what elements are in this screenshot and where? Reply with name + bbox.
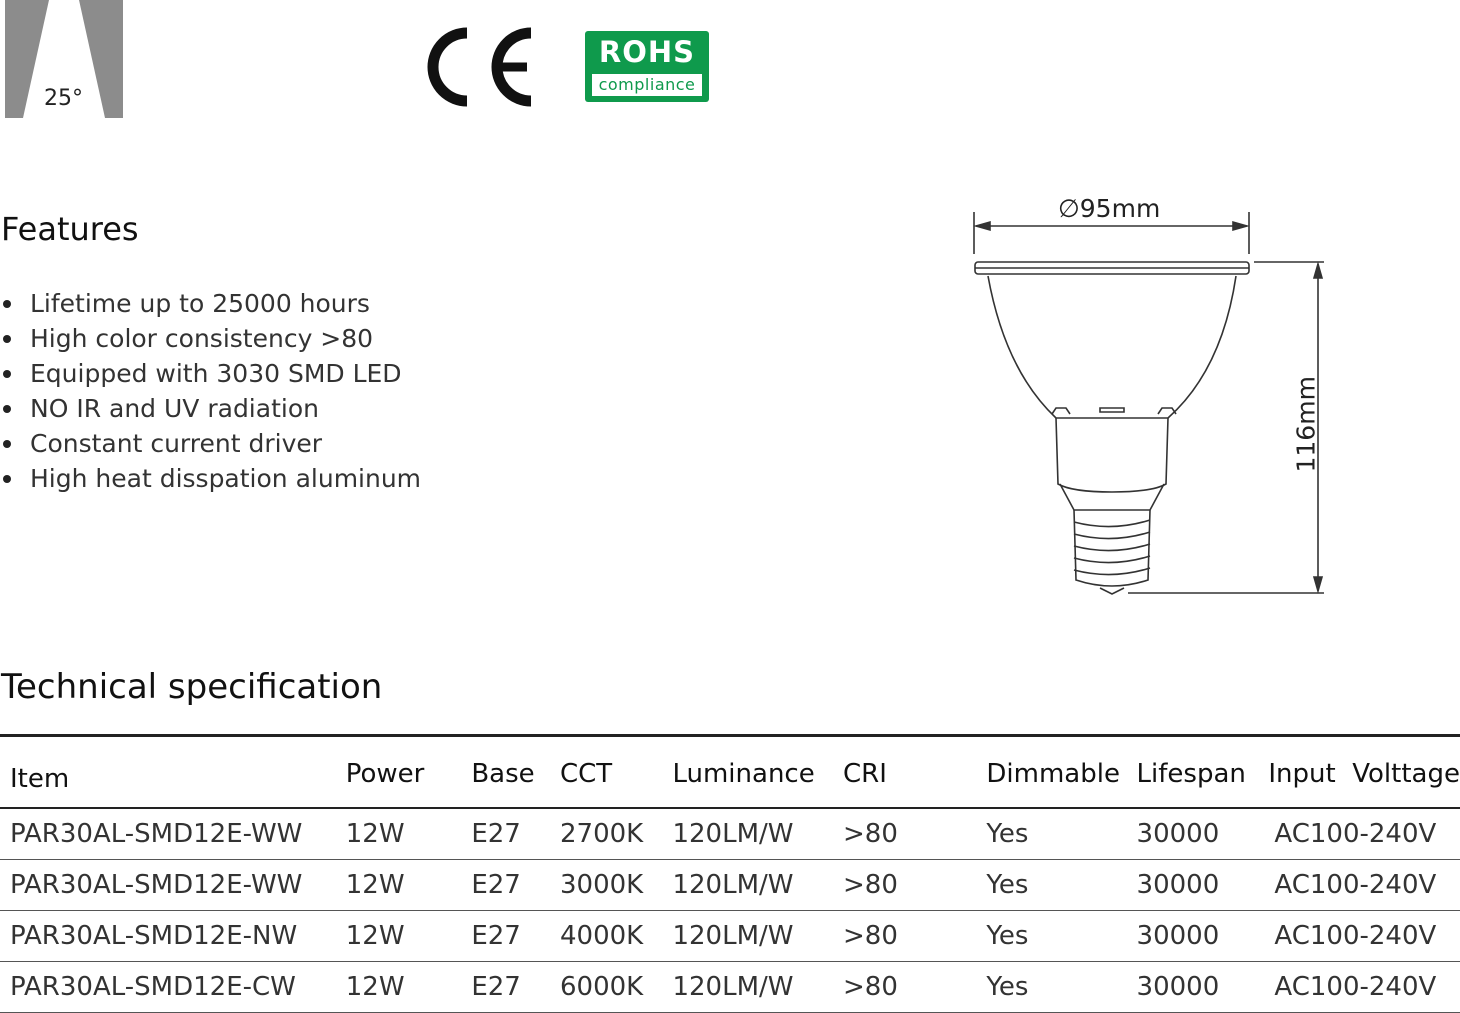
rohs-title: ROHS	[598, 35, 696, 69]
height-label: 116mm	[1291, 376, 1321, 473]
table-row	[0, 860, 1460, 911]
rohs-badge	[585, 31, 709, 102]
cell-item: PAR30AL-SMD12E-NW	[0, 911, 346, 962]
cell-lifespan: 30000	[1137, 962, 1269, 1013]
cell-base: E27	[471, 808, 560, 860]
feature-item: NO IR and UV radiation	[0, 391, 421, 426]
cell-input-voltage: AC100-240V	[1268, 911, 1460, 962]
feature-item: High color consistency >80	[0, 321, 421, 356]
table-row	[0, 962, 1460, 1013]
column-header-cri: CRI	[843, 759, 887, 789]
lamp-dimension-drawing	[960, 190, 1340, 610]
column-header-power: Power	[345, 759, 425, 789]
cell-luminance: 120LM/W	[672, 962, 843, 1013]
spec-table	[0, 734, 1460, 1013]
cell-cri: >80	[843, 808, 986, 860]
cell-base: E27	[471, 860, 560, 911]
column-header-cct: CCT	[559, 759, 613, 789]
cell-cct: 4000K	[560, 911, 672, 962]
column-header-input-voltage: Input Volttage	[1268, 759, 1460, 789]
cell-cct: 3000K	[560, 860, 672, 911]
cell-cri: >80	[843, 860, 986, 911]
column-header-dimmable: Dimmable	[986, 759, 1120, 789]
cell-dimmable: Yes	[986, 911, 1136, 962]
cell-dimmable: Yes	[986, 962, 1136, 1013]
feature-item: Lifetime up to 25000 hours	[0, 286, 421, 321]
rohs-subtitle: compliance	[592, 74, 702, 96]
cell-input-voltage: AC100-240V	[1268, 860, 1460, 911]
cell-base: E27	[471, 911, 560, 962]
column-header-base: Base	[471, 759, 535, 789]
cell-power: 12W	[346, 962, 472, 1013]
feature-item: Constant current driver	[0, 426, 421, 461]
cell-luminance: 120LM/W	[672, 808, 843, 860]
cell-input-voltage: AC100-240V	[1268, 962, 1460, 1013]
cell-lifespan: 30000	[1137, 911, 1269, 962]
diameter-label: ∅95mm	[1058, 194, 1161, 223]
cell-item: PAR30AL-SMD12E-WW	[0, 860, 346, 911]
cell-power: 12W	[346, 860, 472, 911]
spec-heading: Technical specification	[1, 667, 383, 707]
table-row	[0, 808, 1460, 860]
cell-cri: >80	[843, 962, 986, 1013]
cell-cri: >80	[843, 911, 986, 962]
cell-dimmable: Yes	[986, 860, 1136, 911]
cell-cct: 2700K	[560, 808, 672, 860]
cell-lifespan: 30000	[1137, 860, 1269, 911]
column-header-lifespan: Lifespan	[1136, 759, 1246, 789]
column-header-item: Item	[10, 764, 70, 794]
features-heading: Features	[1, 210, 139, 248]
feature-item: High heat disspation aluminum	[0, 461, 421, 496]
cell-item: PAR30AL-SMD12E-WW	[0, 808, 346, 860]
spec-header-row	[0, 736, 1460, 809]
cell-lifespan: 30000	[1137, 808, 1269, 860]
cell-input-voltage: AC100-240V	[1268, 808, 1460, 860]
cell-base: E27	[471, 962, 560, 1013]
cell-item: PAR30AL-SMD12E-CW	[0, 962, 346, 1013]
cell-power: 12W	[346, 808, 472, 860]
cell-luminance: 120LM/W	[672, 860, 843, 911]
cell-luminance: 120LM/W	[672, 911, 843, 962]
cell-dimmable: Yes	[986, 808, 1136, 860]
table-row	[0, 911, 1460, 962]
beam-angle-label: 25°	[44, 86, 83, 111]
feature-item: Equipped with 3030 SMD LED	[0, 356, 421, 391]
features-list	[0, 286, 421, 496]
ce-mark-icon	[417, 25, 537, 109]
column-header-luminance: Luminance	[672, 759, 815, 789]
cell-power: 12W	[346, 911, 472, 962]
cell-cct: 6000K	[560, 962, 672, 1013]
